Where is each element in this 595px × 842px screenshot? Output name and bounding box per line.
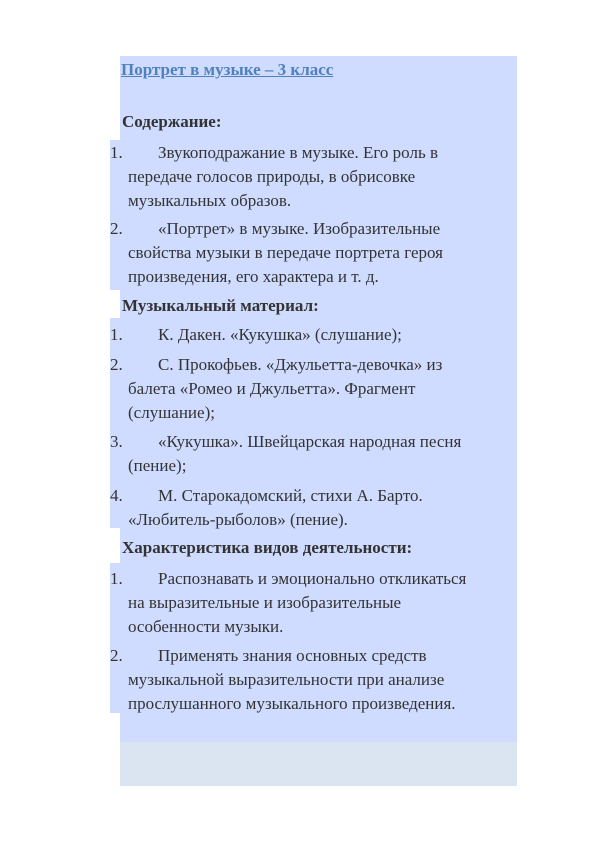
list-item-line: прослушанного музыкального произведения. xyxy=(128,694,456,713)
list-number: 1. xyxy=(110,325,123,344)
list-number: 2. xyxy=(110,646,123,665)
list-number: 1. xyxy=(110,143,123,162)
list-number: 1. xyxy=(110,569,123,588)
list-item-line: на выразительные и изобразительные xyxy=(128,593,402,612)
list-number: 4. xyxy=(110,486,123,505)
list-number: 2. xyxy=(110,355,123,374)
list-item xyxy=(110,484,423,532)
list-number: 2. xyxy=(110,219,123,238)
list-number: 3. xyxy=(110,432,123,451)
list-item-line: произведения, его характера и т. д. xyxy=(128,267,379,286)
list-item-line: С. Прокофьев. «Джульетта-девочка» из xyxy=(158,355,443,374)
list-item-line: (слушание); xyxy=(128,403,215,422)
list-item-line: музыкальных образов. xyxy=(128,191,292,210)
list-item xyxy=(110,141,438,213)
list-item-line: «Любитель-рыболов» (пение). xyxy=(128,510,348,529)
section-heading-material: Музыкальный материал: xyxy=(122,296,319,315)
page-title-link[interactable]: Портрет в музыке – 3 класс xyxy=(121,60,334,79)
list-item xyxy=(110,644,456,716)
list-item-line: свойства музыки в передаче портрета героя xyxy=(128,243,444,262)
list-item-line: М. Старокадомский, стихи А. Барто. xyxy=(158,486,423,505)
panel-footer xyxy=(120,742,517,786)
list-item-line: музыкальной выразительности при анализе xyxy=(128,670,445,689)
list-item xyxy=(110,323,402,347)
list-item xyxy=(110,567,466,639)
list-item-line: Распознавать и эмоционально откликаться xyxy=(158,569,467,588)
list-item-line: передаче голосов природы, в обрисовке xyxy=(128,167,416,186)
list-item-line: (пение); xyxy=(128,456,187,475)
list-item-line: Применять знания основных средств xyxy=(158,646,427,665)
section-heading-content: Содержание: xyxy=(122,112,222,131)
section-heading-activities: Характеристика видов деятельности: xyxy=(122,538,413,557)
list-item-line: особенности музыки. xyxy=(128,617,284,636)
list-item-line: балета «Ромео и Джульетта». Фрагмент xyxy=(128,379,416,398)
list-item-line: «Кукушка». Швейцарская народная песня xyxy=(158,432,462,451)
list-item xyxy=(110,217,443,289)
list-item xyxy=(110,430,461,478)
list-item xyxy=(110,353,442,425)
list-item-line: К. Дакен. «Кукушка» (слушание); xyxy=(158,325,402,344)
list-item-line: «Портрет» в музыке. Изобразительные xyxy=(158,219,441,238)
list-item-line: Звукоподражание в музыке. Его роль в xyxy=(158,143,438,162)
